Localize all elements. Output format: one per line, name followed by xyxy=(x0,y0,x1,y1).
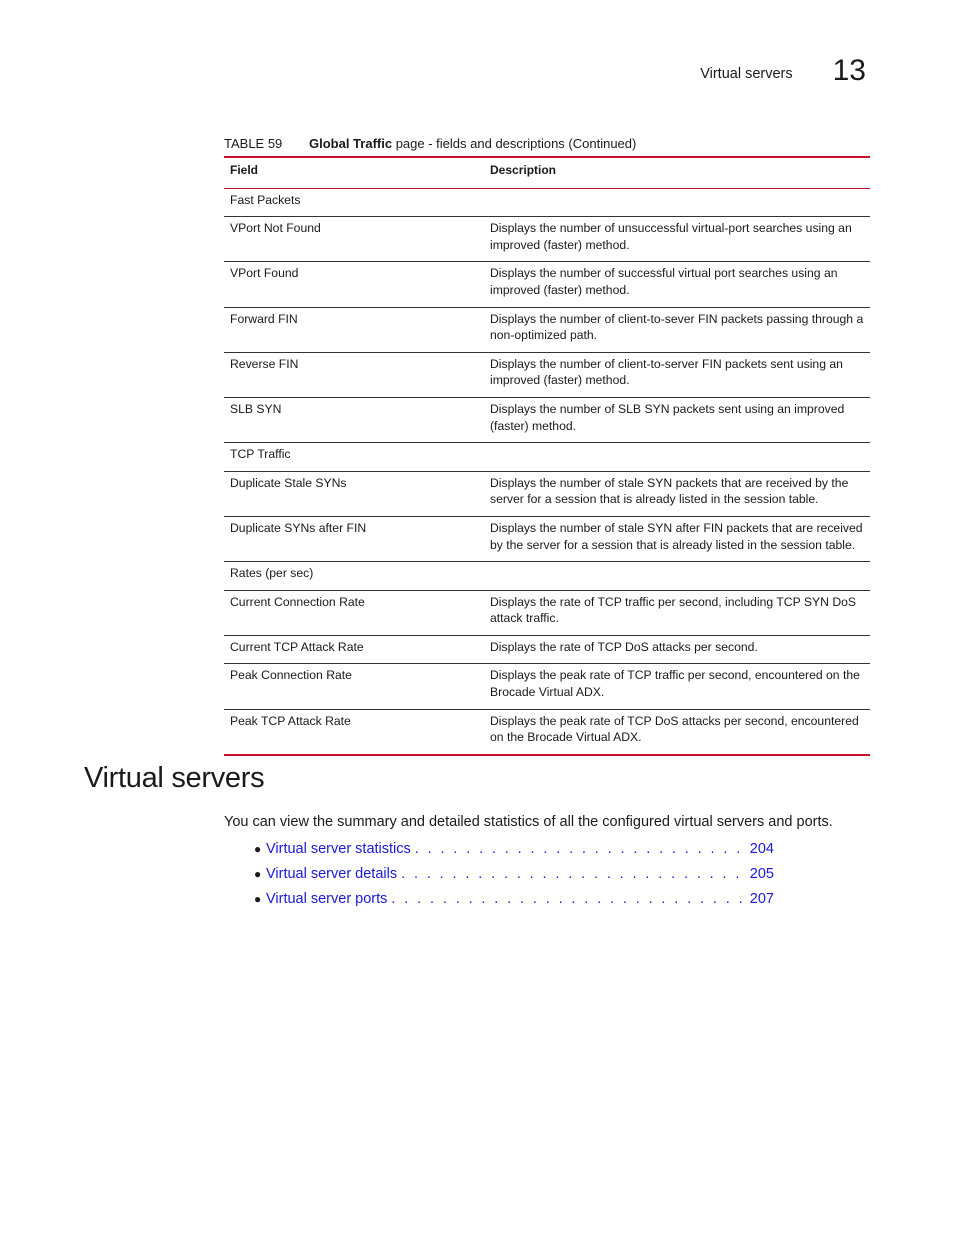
toc-page-number: 207 xyxy=(749,891,774,907)
toc-leader-dots xyxy=(401,866,744,882)
description-cell: Displays the rate of TCP traffic per second, including TCP SYN DoS attack traffic. xyxy=(484,590,870,635)
section-title: Virtual servers xyxy=(84,762,265,794)
description-cell: Displays the number of client-to-sever FIN packets passing through a non-optimized path. xyxy=(484,307,870,352)
description-cell xyxy=(484,188,870,217)
description-cell: Displays the number of unsuccessful virtual-port searches using an improved (faster) method. xyxy=(484,217,870,262)
column-header-field: Field xyxy=(224,157,484,188)
toc-link-label: Virtual server details xyxy=(266,866,398,882)
description-cell: Displays the number of stale SYN packets that are received by the server for a session that is already listed in the session table. xyxy=(484,471,870,516)
description-cell: Displays the number of SLB SYN packets sent using an improved (faster) method. xyxy=(484,397,870,442)
description-cell: Displays the number of successful virtual port searches using an improved (faster) method. xyxy=(484,262,870,307)
table-row xyxy=(224,635,870,664)
field-cell: VPort Found xyxy=(224,262,484,307)
toc-link-label: Virtual server statistics xyxy=(266,841,411,857)
field-cell: TCP Traffic xyxy=(224,443,484,472)
table-row xyxy=(224,307,870,352)
field-cell: Peak Connection Rate xyxy=(224,664,484,709)
running-head xyxy=(700,56,866,86)
toc-leader-dots xyxy=(415,841,744,857)
field-cell: Current TCP Attack Rate xyxy=(224,635,484,664)
table-caption xyxy=(224,136,870,151)
table-row xyxy=(224,516,870,561)
table-row xyxy=(224,443,870,472)
field-cell: Current Connection Rate xyxy=(224,590,484,635)
field-cell: Rates (per sec) xyxy=(224,562,484,591)
toc-item xyxy=(254,866,774,891)
toc-page-number: 205 xyxy=(749,866,774,882)
table-caption-ref: Global Traffic xyxy=(309,136,393,151)
description-cell: Displays the peak rate of TCP traffic per second, encountered on the Brocade Virtual ADX. xyxy=(484,664,870,709)
table-row xyxy=(224,188,870,217)
field-cell: Duplicate SYNs after FIN xyxy=(224,516,484,561)
description-cell xyxy=(484,562,870,591)
toc-page-number: 204 xyxy=(749,841,774,857)
toc-link-virtual-server-details[interactable] xyxy=(266,866,774,882)
description-cell: Displays the rate of TCP DoS attacks per second. xyxy=(484,635,870,664)
table-row xyxy=(224,709,870,755)
table-row xyxy=(224,664,870,709)
description-cell xyxy=(484,443,870,472)
toc-link-label: Virtual server ports xyxy=(266,891,388,907)
description-cell: Displays the number of stale SYN after FIN packets that are received by the server for a session that is already listed in the session table. xyxy=(484,516,870,561)
chapter-number: 13 xyxy=(832,54,866,87)
section-toc xyxy=(254,841,774,916)
field-cell: Fast Packets xyxy=(224,188,484,217)
table-row xyxy=(224,562,870,591)
table-caption-number: TABLE 59 xyxy=(224,136,283,151)
field-cell: Forward FIN xyxy=(224,307,484,352)
field-cell: Reverse FIN xyxy=(224,352,484,397)
fields-table xyxy=(224,156,870,756)
toc-leader-dots xyxy=(391,891,744,907)
table-row xyxy=(224,397,870,442)
table-header-row xyxy=(224,157,870,188)
bullet-icon: ● xyxy=(254,842,262,856)
description-cell: Displays the peak rate of TCP DoS attacks per second, encountered on the Brocade Virtual ADX. xyxy=(490,713,859,745)
column-header-description: Description xyxy=(484,157,870,188)
table-row xyxy=(224,352,870,397)
table-row xyxy=(224,590,870,635)
toc-link-virtual-server-ports[interactable] xyxy=(266,891,774,907)
field-cell: Peak TCP Attack Rate xyxy=(230,713,351,728)
bullet-icon: ● xyxy=(254,892,262,906)
field-cell: Duplicate Stale SYNs xyxy=(224,471,484,516)
section-intro: You can view the summary and detailed statistics of all the configured virtual servers and ports. xyxy=(224,814,833,830)
table-row xyxy=(224,471,870,516)
field-cell: VPort Not Found xyxy=(224,217,484,262)
description-cell: Displays the number of client-to-server FIN packets sent using an improved (faster) method. xyxy=(484,352,870,397)
table-row xyxy=(224,262,870,307)
toc-link-virtual-server-statistics[interactable] xyxy=(266,841,774,857)
table-row xyxy=(224,217,870,262)
toc-item xyxy=(254,891,774,916)
field-cell: SLB SYN xyxy=(224,397,484,442)
toc-item xyxy=(254,841,774,866)
table-caption-text: page - fields and descriptions (Continued) xyxy=(395,136,637,151)
running-head-section: Virtual servers xyxy=(700,66,793,82)
bullet-icon: ● xyxy=(254,867,262,881)
